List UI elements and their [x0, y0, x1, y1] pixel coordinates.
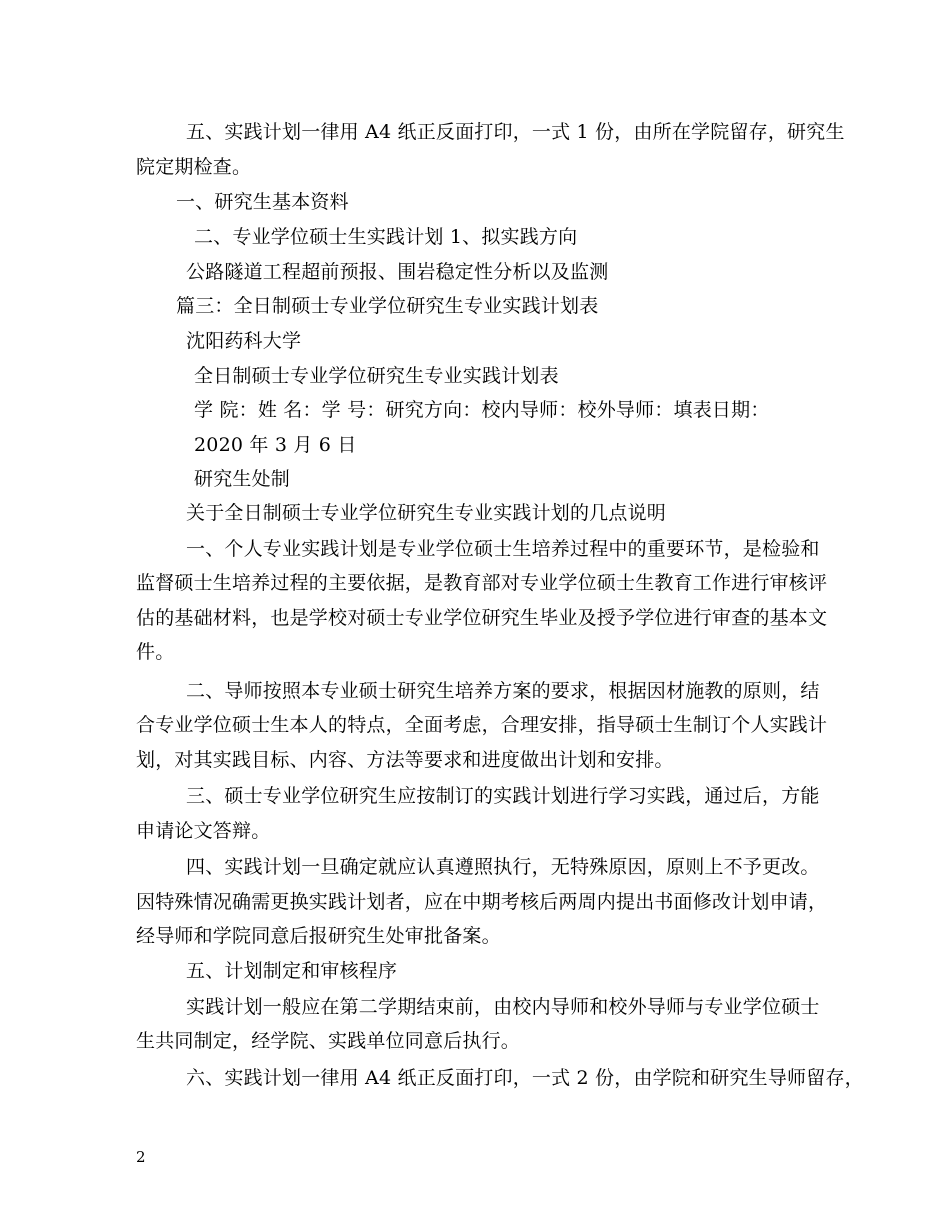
text-line: 件。 [136, 641, 175, 663]
issuer: 研究生处制 [194, 468, 291, 490]
text-line: 一、个人专业实践计划是专业学位硕士生培养过程中的重要环节，是检验和 [186, 538, 820, 560]
text-line: 公路隧道工程超前预报、围岩稳定性分析以及监测 [186, 261, 609, 283]
text-line: 监督硕士生培养过程的主要依据，是教育部对专业学位硕士生教育工作进行审核评 [136, 572, 828, 594]
text-line: 五、实践计划一律用 A4 纸正反面打印，一式 1 份，由所在学院留存，研究生 [186, 121, 845, 143]
section-heading: 五、计划制定和审核程序 [186, 960, 398, 982]
text-line: 合专业学位硕士生本人的特点，全面考虑，合理安排，指导硕士生制订个人实践计 [136, 714, 828, 736]
text-line: 估的基础材料，也是学校对硕士专业学位研究生毕业及授予学位进行审查的基本文 [136, 607, 828, 629]
chapter-title: 篇三：全日制硕士专业学位研究生专业实践计划表 [176, 295, 599, 317]
form-fields: 学 院：姓 名：学 号：研究方向：校内导师：校外导师：填表日期： [194, 399, 770, 421]
text-line: 二、导师按照本专业硕士研究生培养方案的要求，根据因材施教的原则，结 [186, 680, 820, 702]
text-line: 实践计划一般应在第二学期结束前，由校内导师和校外导师与专业学位硕士 [186, 996, 820, 1018]
text-line: 六、实践计划一律用 A4 纸正反面打印，一式 2 份，由学院和研究生导师留存， [186, 1067, 864, 1089]
form-date: 2020 年 3 月 6 日 [194, 434, 357, 456]
university-name: 沈阳药科大学 [186, 330, 302, 352]
text-line: 四、实践计划一旦确定就应认真遵照执行，无特殊原因，原则上不予更改。 [186, 856, 820, 878]
text-line: 经导师和学院同意后报研究生处审批备案。 [136, 925, 501, 947]
text-line: 申请论文答辩。 [136, 820, 271, 842]
text-line: 三、硕士专业学位研究生应按制订的实践计划进行学习实践，通过后，方能 [186, 785, 820, 807]
text-line: 因特殊情况确需更换实践计划者，应在中期考核后两周内提出书面修改计划申请， [136, 891, 828, 913]
section-heading: 一、研究生基本资料 [176, 191, 349, 213]
text-line: 院定期检查。 [136, 156, 252, 178]
form-title: 全日制硕士专业学位研究生专业实践计划表 [194, 365, 559, 387]
notes-heading: 关于全日制硕士专业学位研究生专业实践计划的几点说明 [186, 502, 667, 524]
page-number: 2 [136, 1148, 146, 1166]
section-heading: 二、专业学位硕士生实践计划 1、拟实践方向 [194, 226, 578, 248]
text-line: 划，对其实践目标、内容、方法等要求和进度做出计划和安排。 [136, 749, 674, 771]
text-line: 生共同制定，经学院、实践单位同意后执行。 [136, 1030, 521, 1052]
